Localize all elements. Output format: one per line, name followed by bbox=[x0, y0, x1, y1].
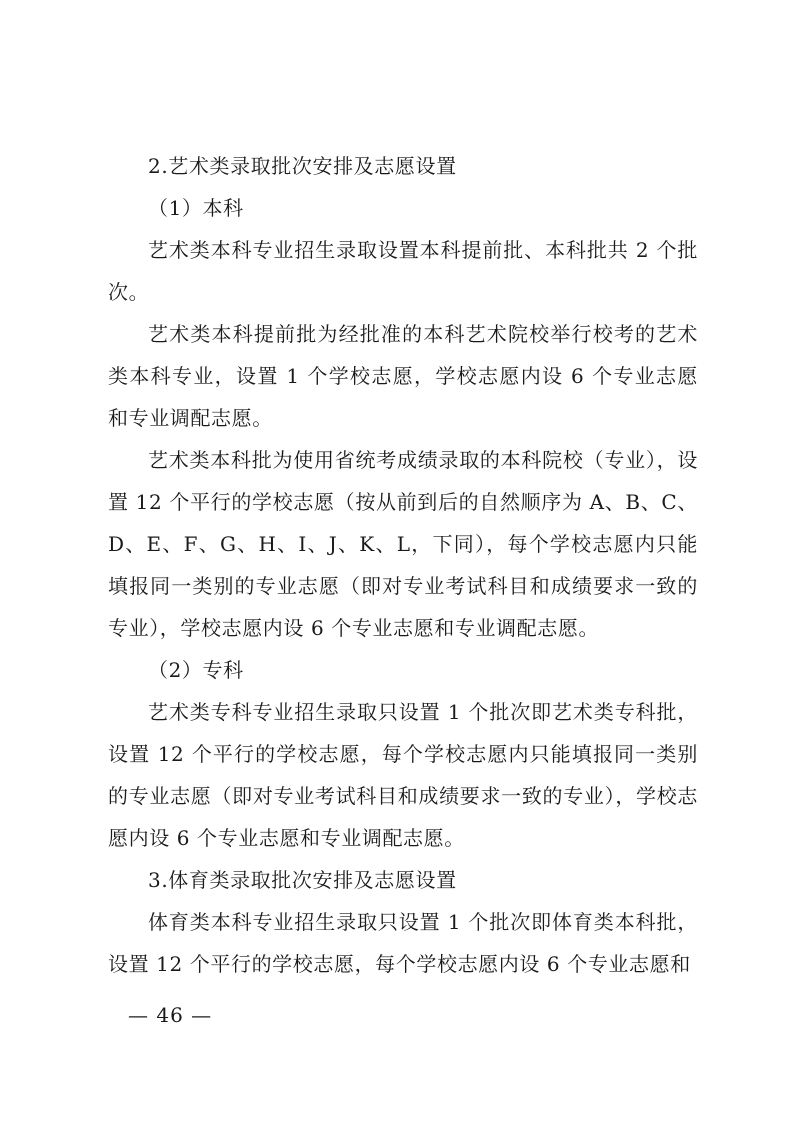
subheading-undergraduate: （1）本科 bbox=[148, 196, 244, 220]
page-number: — 46 — bbox=[128, 1003, 213, 1027]
paragraph-art-junior-college-batch: 艺术类专科专业招生录取只设置 1 个批次即艺术类专科批，设置 12 个平行的学校志愿，每个学校志愿内只能填报同一类别的专业志愿（即对专业考试科目和成绩要求一致的专业），学校志愿内设 6 个专业志愿和专业调配志愿。 bbox=[108, 700, 698, 850]
paragraph-art-early-batch: 艺术类本科提前批为经批准的本科艺术院校举行校考的艺术类本科专业，设置 1 个学校志愿，学校志愿内设 6 个专业志愿和专业调配志愿。 bbox=[108, 322, 698, 430]
document-body bbox=[108, 145, 698, 985]
paragraph-art-batches: 艺术类本科专业招生录取设置本科提前批、本科批共 2 个批次。 bbox=[108, 238, 698, 304]
section-heading-art: 2.艺术类录取批次安排及志愿设置 bbox=[148, 154, 457, 178]
section-heading-sports: 3.体育类录取批次安排及志愿设置 bbox=[148, 868, 457, 892]
subheading-junior-college: （2）专科 bbox=[148, 658, 244, 682]
paragraph-sports-batch: 体育类本科专业招生录取只设置 1 个批次即体育类本科批，设置 12 个平行的学校志愿，每个学校志愿内设 6 个专业志愿和 bbox=[108, 910, 698, 976]
paragraph-art-undergraduate-batch: 艺术类本科批为使用省统考成绩录取的本科院校（专业），设置 12 个平行的学校志愿（按从前到后的自然顺序为 A、B、C、D、E、F、G、H、I、J、K、L，下同），每个学校志愿内只能填报同一类别的专业志愿（即对专业考试科目和成绩要求一致的专业），学校志愿内设 6 个专业志愿和专业调配志愿。 bbox=[108, 448, 698, 640]
